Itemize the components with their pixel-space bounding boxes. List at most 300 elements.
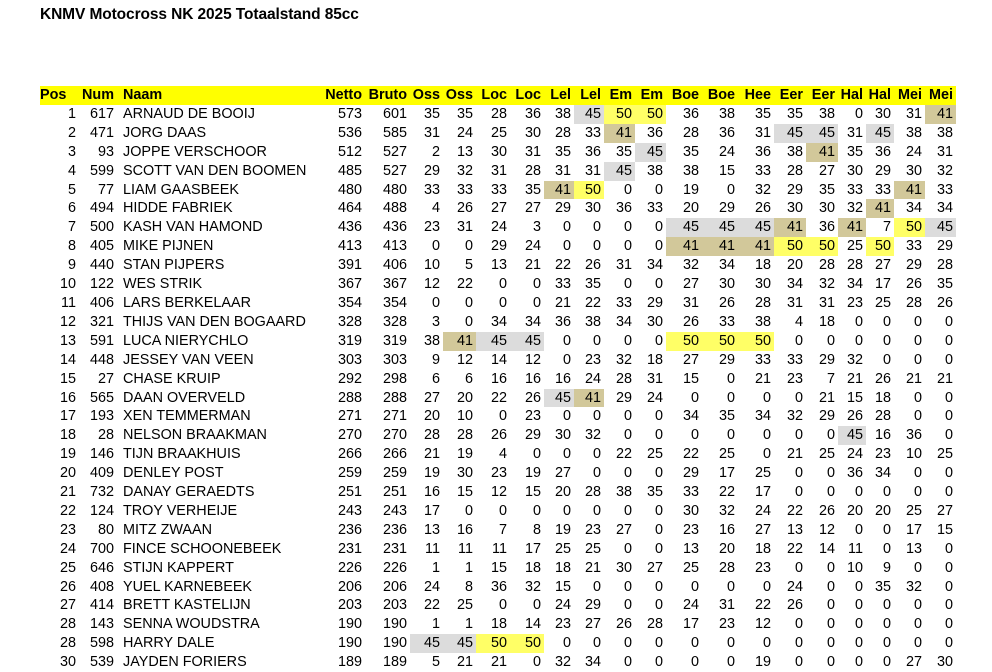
position-cell: 12	[59, 313, 76, 330]
score-cell: 30	[874, 105, 891, 122]
score-cell: 45	[666, 218, 702, 237]
score-cell: 12	[490, 484, 507, 501]
table-row	[40, 445, 956, 464]
rider-number-cell: 80	[97, 521, 114, 538]
score-cell: 18	[818, 313, 835, 330]
score-cell: 0	[464, 294, 473, 311]
netto-cell: 203	[337, 597, 362, 614]
rider-name-cell: JAYDEN FORIERS	[123, 654, 247, 671]
score-cell: 30	[818, 200, 835, 217]
score-cell: 32	[905, 578, 922, 595]
table-row	[40, 596, 956, 615]
score-cell: 0	[762, 635, 771, 652]
score-cell: 25	[754, 465, 771, 482]
score-cell: 0	[826, 654, 835, 671]
column-header: Naam	[117, 86, 318, 105]
score-cell: 31	[490, 162, 507, 179]
score-cell: 0	[431, 238, 440, 255]
score-cell: 0	[726, 370, 735, 387]
score-cell: 30	[646, 313, 663, 330]
score-cell: 0	[623, 654, 632, 671]
rider-name-cell: LIAM GAASBEEK	[123, 181, 239, 198]
score-cell: 22	[554, 257, 571, 274]
score-cell: 35	[554, 143, 571, 160]
score-cell: 41	[866, 199, 894, 218]
score-cell: 32	[554, 654, 571, 671]
score-cell: 10	[423, 257, 440, 274]
netto-cell: 485	[337, 162, 362, 179]
table-row	[40, 332, 956, 351]
rider-name-cell: STIJN KAPPERT	[123, 559, 234, 576]
score-cell: 36	[584, 143, 601, 160]
column-header: Em	[635, 86, 666, 105]
score-cell: 28	[524, 162, 541, 179]
netto-cell: 259	[337, 465, 362, 482]
score-cell: 0	[623, 332, 632, 349]
score-cell: 0	[623, 502, 632, 519]
score-cell: 0	[726, 389, 735, 406]
score-cell: 35	[754, 105, 771, 122]
rider-name-cell: FINCE SCHOONEBEEK	[123, 540, 282, 557]
score-cell: 29	[490, 238, 507, 255]
rider-name-cell: KASH VAN HAMOND	[123, 219, 263, 236]
score-cell: 12	[423, 276, 440, 293]
score-cell: 0	[690, 389, 699, 406]
score-cell: 50	[574, 181, 604, 200]
rider-name-cell: LUCA NIERYCHLO	[123, 332, 249, 349]
bruto-cell: 319	[382, 332, 407, 349]
score-cell: 38	[905, 124, 922, 141]
score-cell: 0	[654, 521, 663, 538]
score-cell: 26	[490, 427, 507, 444]
score-cell: 23	[584, 351, 601, 368]
score-cell: 31	[584, 162, 601, 179]
rider-name-cell: YUEL KARNEBEEK	[123, 578, 253, 595]
score-cell: 17	[682, 616, 699, 633]
bruto-cell: 436	[382, 219, 407, 236]
rider-number-cell: 193	[89, 408, 114, 425]
score-cell: 17	[905, 521, 922, 538]
column-header: Pos	[40, 86, 79, 105]
score-cell: 19	[524, 465, 541, 482]
bruto-cell: 527	[382, 143, 407, 160]
score-cell: 18	[874, 389, 891, 406]
score-cell: 0	[464, 238, 473, 255]
score-cell: 28	[936, 257, 953, 274]
score-cell: 45	[544, 389, 574, 408]
score-cell: 36	[846, 465, 863, 482]
score-cell: 24	[646, 389, 663, 406]
rider-number-cell: 732	[89, 484, 114, 501]
score-cell: 0	[762, 389, 771, 406]
score-cell: 0	[654, 332, 663, 349]
score-cell: 34	[490, 313, 507, 330]
score-cell: 0	[532, 654, 541, 671]
score-cell: 0	[944, 408, 953, 425]
score-cell: 13	[490, 257, 507, 274]
rider-number-cell: 146	[89, 446, 114, 463]
score-cell: 0	[654, 597, 663, 614]
score-cell: 33	[754, 351, 771, 368]
rider-name-cell: LARS BERKELAAR	[123, 294, 251, 311]
score-cell: 24	[554, 597, 571, 614]
score-cell: 22	[754, 597, 771, 614]
score-cell: 36	[905, 427, 922, 444]
score-cell: 17	[718, 465, 735, 482]
score-cell: 26	[524, 389, 541, 406]
score-cell: 38	[423, 332, 440, 349]
score-cell: 29	[554, 200, 571, 217]
netto-cell: 391	[337, 257, 362, 274]
position-cell: 3	[67, 143, 76, 160]
score-cell: 33	[936, 181, 953, 198]
score-cell: 23	[490, 465, 507, 482]
bruto-cell: 328	[382, 313, 407, 330]
table-header	[40, 86, 956, 105]
score-cell: 19	[554, 521, 571, 538]
score-cell: 16	[718, 521, 735, 538]
score-cell: 36	[874, 143, 891, 160]
score-cell: 41	[702, 237, 738, 256]
score-cell: 20	[554, 484, 571, 501]
score-cell: 19	[456, 446, 473, 463]
column-header: Eer	[806, 86, 838, 105]
score-cell: 0	[532, 446, 541, 463]
score-cell: 0	[882, 616, 891, 633]
score-cell: 22	[456, 276, 473, 293]
score-cell: 8	[464, 578, 473, 595]
rider-number-cell: 500	[89, 219, 114, 236]
score-cell: 0	[592, 635, 601, 652]
score-cell: 20	[718, 540, 735, 557]
score-cell: 20	[786, 257, 803, 274]
score-cell: 17	[754, 484, 771, 501]
score-cell: 11	[492, 540, 507, 557]
score-cell: 17	[874, 276, 891, 293]
rider-number-cell: 406	[89, 294, 114, 311]
score-cell: 3	[532, 219, 541, 236]
score-cell: 30	[615, 559, 632, 576]
score-cell: 0	[623, 465, 632, 482]
score-cell: 35	[874, 578, 891, 595]
score-cell: 30	[456, 465, 473, 482]
position-cell: 20	[59, 465, 76, 482]
score-cell: 29	[905, 257, 922, 274]
position-cell: 18	[59, 427, 76, 444]
score-cell: 32	[936, 162, 953, 179]
bruto-cell: 203	[382, 597, 407, 614]
score-cell: 34	[874, 465, 891, 482]
score-cell: 0	[623, 219, 632, 236]
score-cell: 0	[854, 654, 863, 671]
score-cell: 25	[818, 446, 835, 463]
score-cell: 31	[615, 257, 632, 274]
score-cell: 31	[423, 124, 440, 141]
rider-name-cell: WES STRIK	[123, 276, 203, 293]
netto-cell: 354	[337, 294, 362, 311]
netto-cell: 206	[337, 578, 362, 595]
score-cell: 0	[726, 654, 735, 671]
table-row	[40, 464, 956, 483]
score-cell: 20	[423, 408, 440, 425]
table-row	[40, 615, 956, 634]
score-cell: 33	[718, 313, 735, 330]
score-cell: 6	[464, 370, 473, 387]
score-cell: 45	[838, 426, 866, 445]
score-cell: 0	[913, 616, 922, 633]
score-cell: 27	[874, 257, 891, 274]
score-cell: 0	[762, 578, 771, 595]
score-cell: 27	[490, 200, 507, 217]
rider-number-cell: 494	[89, 200, 114, 217]
score-cell: 50	[666, 332, 702, 351]
score-cell: 0	[762, 446, 771, 463]
column-header: Lel	[574, 86, 604, 105]
score-cell: 31	[754, 124, 771, 141]
score-cell: 23	[584, 521, 601, 538]
score-cell: 0	[913, 313, 922, 330]
rider-name-cell: JOPPE VERSCHOOR	[123, 143, 267, 160]
score-cell: 0	[913, 408, 922, 425]
netto-cell: 319	[337, 332, 362, 349]
score-cell: 41	[774, 218, 806, 237]
score-cell: 0	[944, 313, 953, 330]
score-cell: 29	[786, 181, 803, 198]
score-cell: 21	[456, 654, 473, 671]
netto-cell: 231	[337, 540, 362, 557]
score-cell: 28	[456, 427, 473, 444]
score-cell: 29	[874, 162, 891, 179]
score-cell: 26	[718, 294, 735, 311]
score-cell: 45	[866, 124, 894, 143]
rider-number-cell: 440	[89, 257, 114, 274]
score-cell: 28	[754, 294, 771, 311]
rider-number-cell: 599	[89, 162, 114, 179]
score-cell: 23	[718, 616, 735, 633]
netto-cell: 413	[337, 238, 362, 255]
score-cell: 11	[458, 540, 473, 557]
score-cell: 50	[604, 105, 635, 124]
score-cell: 0	[882, 597, 891, 614]
score-cell: 32	[718, 502, 735, 519]
score-cell: 0	[562, 351, 571, 368]
rider-name-cell: BRETT KASTELIJN	[123, 597, 251, 614]
rider-name-cell: TROY VERHEIJE	[123, 502, 238, 519]
score-cell: 0	[854, 597, 863, 614]
position-cell: 23	[59, 521, 76, 538]
score-cell: 30	[786, 200, 803, 217]
score-cell: 0	[623, 427, 632, 444]
bruto-cell: 270	[382, 427, 407, 444]
score-cell: 14	[818, 540, 835, 557]
bruto-cell: 413	[382, 238, 407, 255]
score-cell: 0	[532, 276, 541, 293]
rider-name-cell: NELSON BRAAKMAN	[123, 427, 267, 444]
bruto-cell: 243	[382, 502, 407, 519]
score-cell: 0	[654, 635, 663, 652]
bruto-cell: 354	[382, 294, 407, 311]
score-cell: 1	[431, 616, 440, 633]
score-cell: 21	[936, 370, 953, 387]
standings-table	[40, 86, 956, 672]
score-cell: 26	[874, 370, 891, 387]
score-cell: 33	[423, 181, 440, 198]
position-cell: 16	[59, 389, 76, 406]
column-header: Eer	[774, 86, 806, 105]
score-cell: 28	[786, 162, 803, 179]
score-cell: 0	[794, 427, 803, 444]
score-cell: 0	[654, 408, 663, 425]
score-cell: 7	[826, 370, 835, 387]
score-cell: 0	[562, 408, 571, 425]
bruto-cell: 259	[382, 465, 407, 482]
score-cell: 22	[584, 294, 601, 311]
score-cell: 0	[854, 616, 863, 633]
bruto-cell: 206	[382, 578, 407, 595]
score-cell: 26	[754, 200, 771, 217]
score-cell: 0	[944, 597, 953, 614]
score-cell: 24	[584, 370, 601, 387]
score-cell: 33	[786, 351, 803, 368]
table-row	[40, 407, 956, 426]
score-cell: 0	[944, 540, 953, 557]
score-cell: 41	[806, 143, 838, 162]
bruto-cell: 288	[382, 389, 407, 406]
column-header: Loc	[476, 86, 510, 105]
netto-cell: 536	[337, 124, 362, 141]
score-cell: 38	[646, 162, 663, 179]
position-cell: 10	[59, 276, 76, 293]
score-cell: 30	[524, 124, 541, 141]
score-cell: 50	[635, 105, 666, 124]
table-row	[40, 389, 956, 408]
score-cell: 16	[554, 370, 571, 387]
score-cell: 24	[524, 238, 541, 255]
table-row	[40, 483, 956, 502]
bruto-cell: 601	[382, 105, 407, 122]
score-cell: 2	[431, 143, 440, 160]
score-cell: 0	[854, 635, 863, 652]
score-cell: 16	[874, 427, 891, 444]
score-cell: 0	[592, 465, 601, 482]
score-cell: 15	[682, 370, 699, 387]
score-cell: 33	[615, 294, 632, 311]
score-cell: 35	[936, 276, 953, 293]
score-cell: 23	[754, 559, 771, 576]
table-row	[40, 124, 956, 143]
score-cell: 21	[524, 257, 541, 274]
score-cell: 0	[623, 635, 632, 652]
position-cell: 28	[59, 616, 76, 633]
score-cell: 17	[524, 540, 541, 557]
score-cell: 30	[554, 427, 571, 444]
rider-number-cell: 122	[89, 276, 114, 293]
column-header: Hee	[738, 86, 774, 105]
score-cell: 41	[838, 218, 866, 237]
score-cell: 0	[690, 635, 699, 652]
position-cell: 6	[67, 200, 76, 217]
netto-cell: 189	[337, 654, 362, 671]
rider-number-cell: 27	[97, 370, 114, 387]
rider-name-cell: DENLEY POST	[123, 465, 224, 482]
score-cell: 34	[682, 408, 699, 425]
score-cell: 45	[510, 332, 544, 351]
score-cell: 0	[498, 597, 507, 614]
page-title: KNMV Motocross NK 2025 Totaalstand 85cc	[40, 6, 359, 23]
score-cell: 35	[524, 181, 541, 198]
rider-name-cell: MIKE PIJNEN	[123, 238, 214, 255]
score-cell: 28	[554, 124, 571, 141]
score-cell: 26	[682, 313, 699, 330]
score-cell: 0	[882, 313, 891, 330]
score-cell: 23	[554, 616, 571, 633]
score-cell: 0	[882, 521, 891, 538]
score-cell: 0	[654, 238, 663, 255]
score-cell: 0	[882, 654, 891, 671]
score-cell: 29	[818, 351, 835, 368]
score-cell: 0	[464, 502, 473, 519]
bruto-cell: 271	[382, 408, 407, 425]
score-cell: 28	[615, 370, 632, 387]
score-cell: 29	[818, 408, 835, 425]
score-cell: 28	[818, 257, 835, 274]
score-cell: 26	[456, 200, 473, 217]
position-cell: 1	[67, 105, 76, 122]
position-cell: 7	[67, 219, 76, 236]
score-cell: 0	[464, 313, 473, 330]
score-cell: 50	[806, 237, 838, 256]
score-cell: 35	[423, 105, 440, 122]
score-cell: 27	[423, 389, 440, 406]
score-cell: 0	[623, 597, 632, 614]
score-cell: 38	[682, 162, 699, 179]
rider-number-cell: 124	[89, 502, 114, 519]
score-cell: 34	[846, 276, 863, 293]
score-cell: 12	[818, 521, 835, 538]
position-cell: 9	[67, 257, 76, 274]
score-cell: 25	[584, 540, 601, 557]
score-cell: 30	[718, 276, 735, 293]
score-cell: 31	[646, 370, 663, 387]
score-cell: 0	[532, 597, 541, 614]
score-cell: 0	[944, 578, 953, 595]
score-cell: 34	[936, 200, 953, 217]
score-cell: 27	[936, 502, 953, 519]
score-cell: 13	[456, 143, 473, 160]
score-cell: 0	[913, 635, 922, 652]
score-cell: 32	[818, 276, 835, 293]
rider-number-cell: 405	[89, 238, 114, 255]
score-cell: 36	[554, 313, 571, 330]
score-cell: 29	[682, 465, 699, 482]
rider-name-cell: JESSEY VAN VEEN	[123, 351, 254, 368]
score-cell: 0	[623, 540, 632, 557]
score-cell: 12	[524, 351, 541, 368]
score-cell: 26	[584, 257, 601, 274]
score-cell: 24	[905, 143, 922, 160]
score-cell: 26	[818, 502, 835, 519]
score-cell: 18	[754, 257, 771, 274]
bruto-cell: 527	[382, 162, 407, 179]
score-cell: 11	[425, 540, 440, 557]
score-cell: 36	[646, 124, 663, 141]
table-row	[40, 199, 956, 218]
score-cell: 12	[754, 616, 771, 633]
rider-name-cell: STAN PIJPERS	[123, 257, 225, 274]
score-cell: 36	[818, 219, 835, 236]
score-cell: 0	[944, 351, 953, 368]
rider-number-cell: 591	[89, 332, 114, 349]
